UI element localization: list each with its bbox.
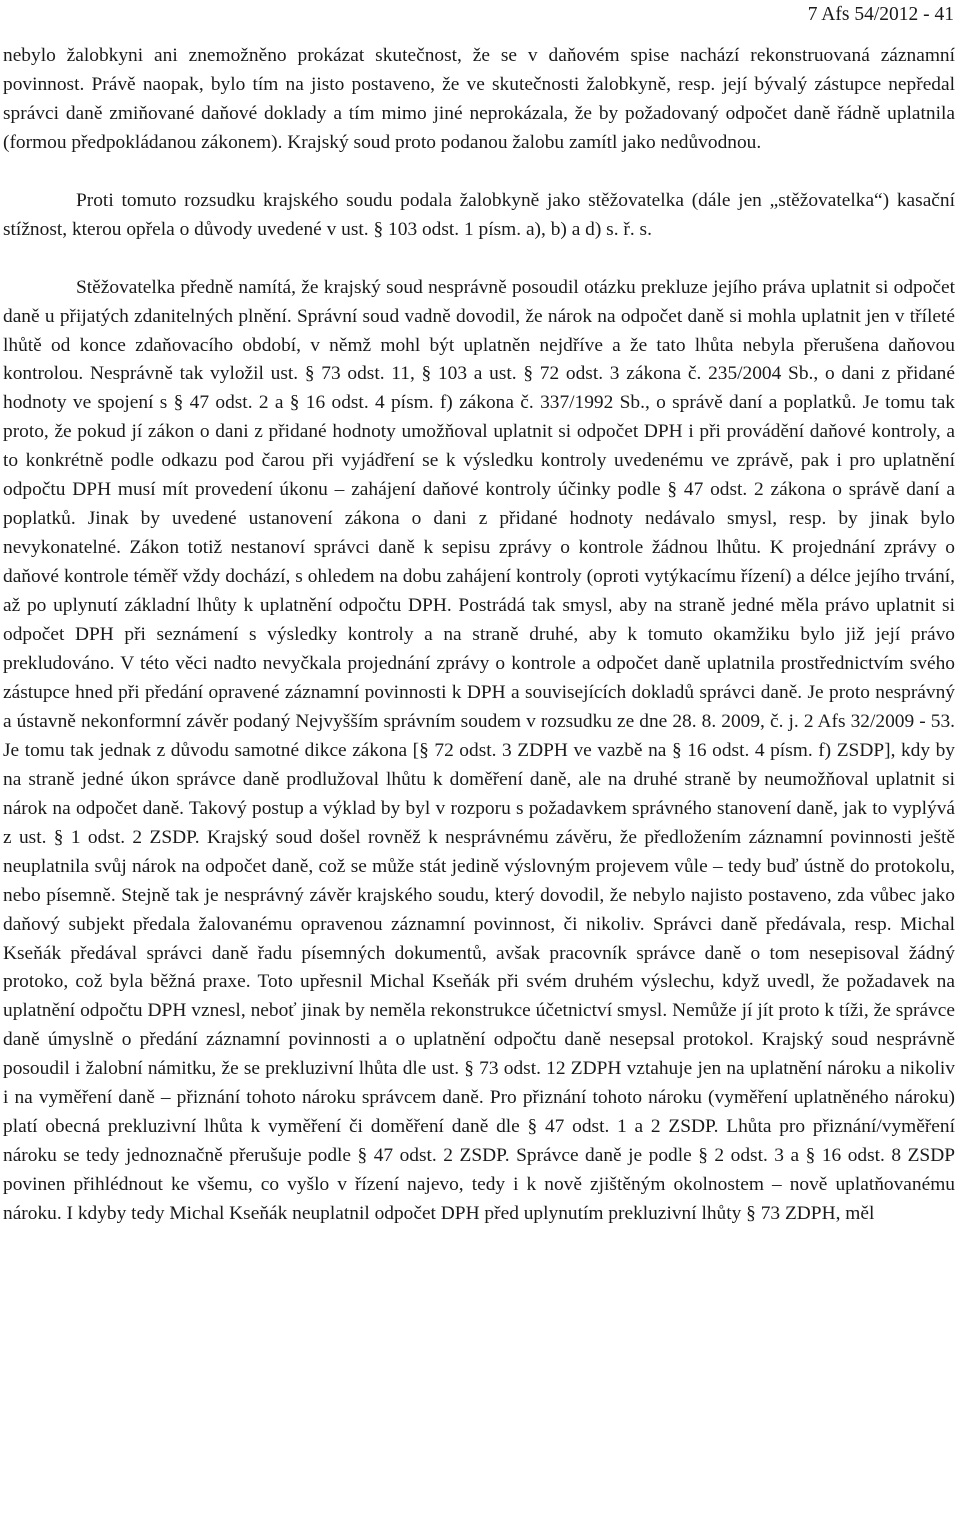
paragraph-3: Stěžovatelka předně namítá, že krajský soud nesprávně posoudil otázku prekluze jejího práva uplatnit si odpočet daně u přijatých zdanitelných plnění. Správní soud vadně dovodil, že nárok na odpočet daně si mohla uplatnit jen v tříleté lhůtě od konce zdaňovacího období, v němž mohl být uplatněn nejdříve a že tato lhůta nebyla přerušena daňovou kontrolou. Nesprávně tak vyložil ust. § 73 odst. 11, § 103 a ust. § 72 odst. 3 zákona č. 235/2004 Sb., o dani z přidané hodnoty ve spojení s § 47 odst. 2 a § 16 odst. 4 písm. f) zákona č. 337/1992 Sb., o správě daní a poplatků. Je tomu tak proto, že pokud jí zákon o dani z přidané hodnoty umožňoval uplatnit si odpočet DPH i při provádění daňové kontroly, a to konkrétně podle odkazu pod čarou při vyjádření se k výsledku kontroly uvedenému ve zprávě, pak i pro uplatnění odpočtu DPH musí mít provedení úkonu – zahájení daňové kontroly účinky podle § 47 odst. 2 zákona o správě daní a poplatků. Jinak by uvedené ustanovení zákona o dani z přidané hodnoty nedávalo smysl, resp. by jinak bylo nevykonatelné. Zákon totiž nestanoví správci daně k sepisu zprávy o kontrole žádnou lhůtu. K projednání zprávy o daňové kontrole téměř vždy dochází, s ohledem na dobu zahájení kontroly (oproti vytýkacímu řízení) a délce jejího trvání, až po uplynutí základní lhůty k uplatnění odpočtu DPH. Postrádá tak smysl, aby na straně jedné měla právo uplatnit si odpočet DPH při seznámení s výsledky kontroly a na straně druhé, aby k tomuto okamžiku bylo již její právo prekludováno. V této věci nadto nevyčkala projednání zprávy o kontrole a odpočet daně uplatnila prostřednictvím svého zástupce hned při předání opravené záznamní povinnosti k DPH a souvisejících dokladů správci daně. Je proto nesprávný a ústavně nekonformní závěr podaný Nejvyšším správním soudem v rozsudku ze dne 28. 8. 2009, č. j. 2 Afs 32/2009 - 53. Je tomu tak jednak z důvodu samotné dikce zákona [§ 72 odst. 3 ZDPH ve vazbě na § 16 odst. 4 písm. f) ZSDP], kdy by na straně jedné úkon správce daně prodlužoval lhůtu k doměření daně, ale na druhé straně by neumožňoval uplatnit si nárok na odpočet daně. Takový postup a výklad by byl v rozporu s požadavkem správného stanovení daně, jak to vyplývá z ust. § 1 odst. 2 ZSDP. Krajský soud došel rovněž k nesprávnému závěru, že předložením záznamní povinnosti ještě neuplatnila svůj nárok na odpočet daně, což se může stát jedině výslovným projevem vůle – tedy buď ústně do protokolu, nebo písemně. Stejně tak je nesprávný závěr krajského soudu, který dovodil, že nebylo najisto postaveno, zda vůbec jako daňový subjekt předala žalovanému opravenou záznamní povinnost, či nikoliv. Správci daně předávala, resp. Michal Kseňák předával správci daně řadu písemných dokumentů, avšak pracovník správce daně o tom nesepisoval žádný protoko, což byla běžná praxe. Toto upřesnil Michal Kseňák při svém druhém výslechu, když uvedl, že požadavek na uplatnění odpočtu DPH vznesl, neboť jinak by neměla rekonstrukce účetnictví smysl. Nemůže jí jít proto k tíži, že správce daně úmyslně o předání záznamní povinnosti a o uplatnění odpočtu daně nesepsal protokol. Krajský soud nesprávně posoudil i žalobní námitku, že se prekluzivní lhůta dle ust. § 73 odst. 12 ZDPH vztahuje jen na uplatnění nároku a nikoliv i na vyměření daně – přiznání tohoto nároku správcem daně. Pro přiznání tohoto nároku (vyměření uplatněného nároku) platí obecná prekluzivní lhůta k vyměření či doměření daně dle § 47 odst. 1 a 2 ZSDP. Lhůta pro přiznání/vyměření nároku se tedy jednoznačně přerušuje podle § 47 odst. 2 ZSDP. Správce daně je podle § 2 odst. 3 a § 16 odst. 8 ZSDP povinen přihlédnout ke všemu, co vyšlo v řízení najevo, tedy i k nově zjištěným okolnostem – nově uplatňovanému nároku. I kdyby tedy Michal Kseňák neuplatnil odpočet DPH před uplynutím prekluzivní lhůty § 73 ZDPH, měl — [3, 276, 955, 1225]
paragraph-1: nebylo žalobkyni ani znemožněno prokázat skutečnost, že se v daňovém spise nachází rekonstruovaná záznamní povinnost. Právě naopak, bylo tím na jisto postaveno, že ve skutečnosti žalobkyně, resp. její bývalý zástupce nepředal správci daně zmiňované daňové doklady a tím mimo jiné neprokázala, že by požadovaný odpočet daně řádně uplatnila (formou předpokládanou zákonem). Krajský soud proto podanou žalobu zamítl jako nedůvodnou. — [3, 45, 955, 153]
page-header-case-number: 7 Afs 54/2012 - 41 — [807, 4, 954, 25]
paragraph-2: Proti tomuto rozsudku krajského soudu podala žalobkyně jako stěžovatelka (dále jen „stěžovatelka“) kasační stížnost, kterou opřela o důvody uvedené v ust. § 103 odst. 1 písm. a), b) a d) s. ř. s. — [3, 189, 955, 240]
document-body — [3, 42, 955, 1229]
